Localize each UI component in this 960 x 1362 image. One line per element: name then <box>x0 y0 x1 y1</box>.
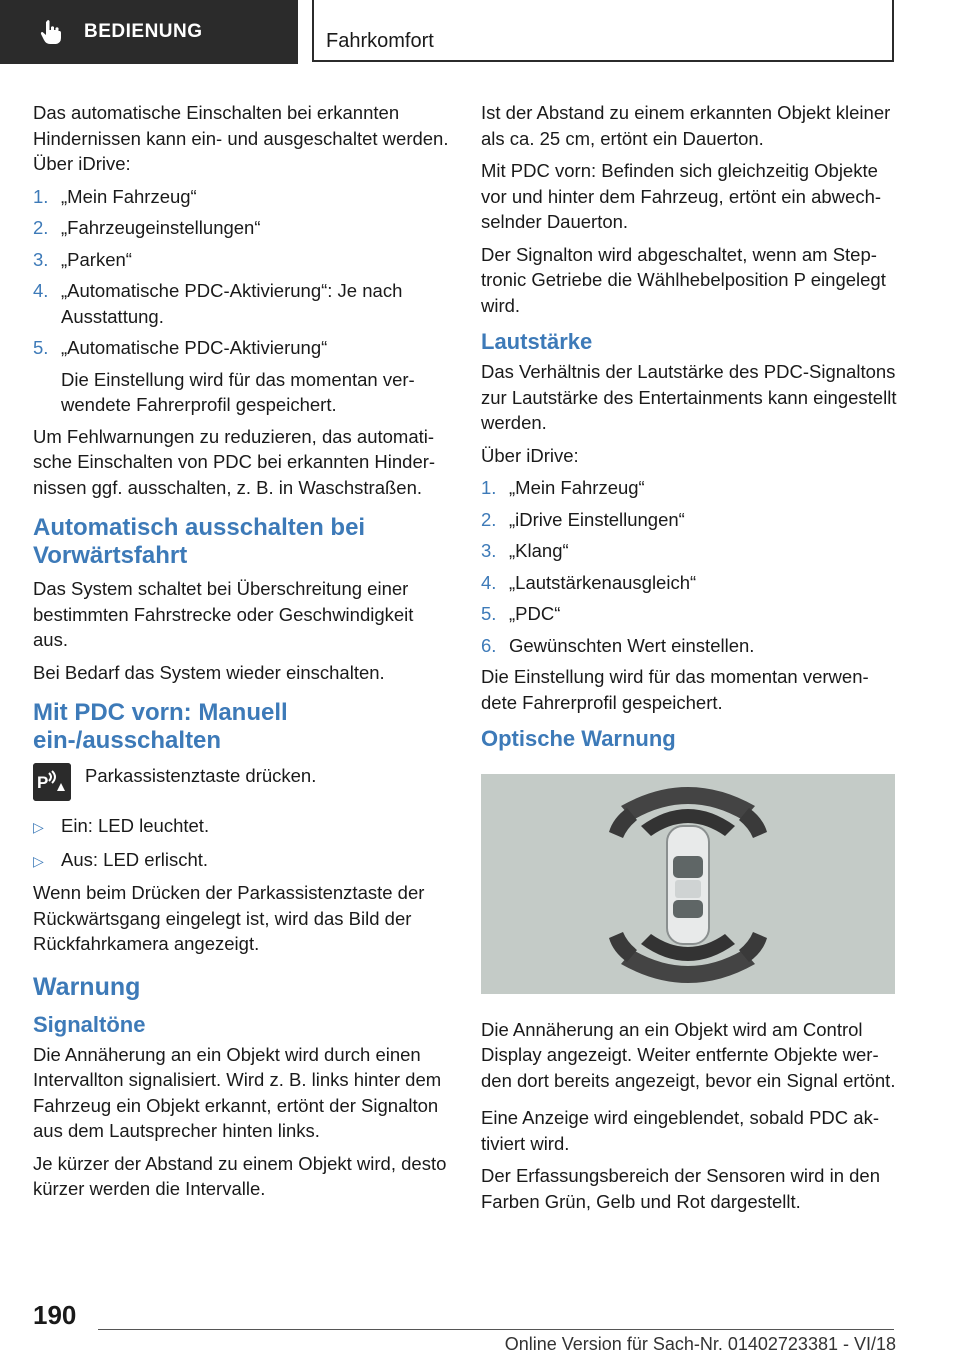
rueckwaerts-paragraph: Wenn beim Drücken der Parkassistenztaste der Rückwärtsgang eingelegt ist, wird das Bild der Rückfahrkamera angezeigt. <box>33 882 425 954</box>
chapter-tab <box>0 0 298 64</box>
step-number: 3. <box>33 248 49 270</box>
list-item <box>481 538 897 564</box>
footer-divider <box>98 1329 894 1330</box>
list-item <box>481 570 897 596</box>
chapter-label: BEDIENUNG <box>84 21 203 42</box>
svg-text:P: P <box>37 773 49 792</box>
list-item <box>33 813 449 841</box>
step-text: „Mein Fahrzeug“ <box>509 477 645 498</box>
section-title: Fahrkomfort <box>326 30 434 52</box>
heading-manuell: Mit PDC vorn: Manuell ein-/ausschalten <box>33 699 288 754</box>
step-number: 2. <box>33 217 49 238</box>
step-text: „Automatische PDC-Aktivierung“: Je nach Ausstattung. <box>61 280 403 327</box>
bullet-triangle-icon: ▷ <box>33 819 44 835</box>
heading-lautstaerke: Lautstärke <box>481 329 593 354</box>
list-item <box>481 507 897 533</box>
step-number: 2. <box>481 508 497 530</box>
list-item <box>33 184 449 210</box>
profil-paragraph: Die Einstellung wird für das momentan verwendete Fahrerprofil gespeichert. <box>481 666 869 713</box>
heading-auto-ausschalten: Automatisch ausschalten bei Vorwärtsfahrt <box>33 514 366 569</box>
park-assist-button-icon <box>33 763 71 801</box>
list-item <box>33 215 449 241</box>
step-number: 3. <box>481 540 497 561</box>
idrive-steps-right <box>481 475 897 658</box>
step-number: 6. <box>481 634 497 656</box>
idrive-paragraph: Über iDrive: <box>481 444 579 466</box>
auto-aus-paragraph-1: Das System schaltet bei Überschreitung einer bestimmten Fahrstrecke oder Geschwindigkeit aus. <box>33 578 414 650</box>
step-5-note: Die Einstellung wird für das momentan verwendete Fahrerprofil gespeichert. <box>61 368 415 415</box>
step-number: 5. <box>481 603 497 624</box>
list-item <box>33 847 449 875</box>
step-5-label: „Automatische PDC-Aktivierung“ <box>61 337 328 358</box>
list-item <box>481 601 897 627</box>
step-number: 5. <box>33 337 49 358</box>
lautstaerke-paragraph: Das Verhältnis der Lautstärke des PDC-Signaltons zur Lautstärke des Entertainments kann eingestellt werden. <box>481 361 897 433</box>
step-text: „PDC“ <box>509 603 561 624</box>
bullet-text: Aus: LED erlischt. <box>61 848 209 870</box>
left-column <box>33 100 449 1209</box>
intro-paragraph: Das automatische Einschalten bei erkannten Hindernissen kann ein- und ausgeschaltet werden. Über iDrive: <box>33 102 449 174</box>
annaeherung-paragraph: Die Annäherung an ein Objekt wird am Control Display angezeigt. Weiter entfernte Objekte werden dort bereits angezeigt, bevor ein Signal ertönt. <box>481 1018 896 1091</box>
fehlwarnung-paragraph: Um Fehlwarnungen zu reduzieren, das automatische Einschalten von PDC bei erkannten Hindernissen ggf. ausschalten, z. B. in Waschstraßen. <box>33 425 436 498</box>
auto-aus-paragraph-2: Bei Bedarf das System wieder einschalten. <box>33 661 385 683</box>
farben-paragraph: Der Erfassungsbereich der Sensoren wird in den Farben Grün, Gelb und Rot dargestellt. <box>481 1165 880 1212</box>
section-header <box>312 0 894 62</box>
step-text: „Klang“ <box>509 540 569 561</box>
anzeige-paragraph: Eine Anzeige wird eingeblendet, sobald PDC aktiviert wird. <box>481 1107 880 1154</box>
step-number: 4. <box>481 571 497 593</box>
heading-warnung: Warnung <box>33 972 141 1001</box>
step-text <box>61 335 449 418</box>
step-text: „Lautstärkenausgleich“ <box>509 571 697 593</box>
bullet-triangle-icon: ▷ <box>33 852 44 869</box>
right-column <box>481 100 897 1221</box>
step-number: 1. <box>481 477 497 498</box>
abgeschaltet-paragraph: Der Signalton wird abgeschaltet, wenn am Steptronic Getriebe die Wählhebelposition P eingelegt wird. <box>481 243 886 316</box>
step-number: 1. <box>33 185 49 207</box>
led-status-list <box>33 813 449 874</box>
button-instruction-text: Parkassistenztaste drücken. <box>85 765 317 786</box>
list-item <box>33 278 449 329</box>
signal-paragraph-2: Je kürzer der Abstand zu einem Objekt wird, desto kürzer werden die Intervalle. <box>33 1152 447 1199</box>
step-text: Gewünschten Wert einstellen. <box>509 634 755 656</box>
dauerton-paragraph: Ist der Abstand zu einem erkannten Objekt kleiner als ca. 25 cm, ertönt ein Dauerton. <box>481 102 891 149</box>
step-text: „iDrive Einstellungen“ <box>509 508 685 530</box>
list-item <box>481 475 897 501</box>
step-text: „Fahrzeugeinstellungen“ <box>61 217 261 238</box>
button-instruction <box>33 763 449 801</box>
heading-signaltoene: Signaltöne <box>33 1011 146 1037</box>
signal-paragraph-1: Die Annäherung an ein Objekt wird durch einen Intervallton signalisiert. Wird z. B. links hinter dem Fahrzeug ein Objekt erkannt, ertönt der Signalton aus dem Lautsprecher hinten links. <box>33 1043 442 1141</box>
page-number: 190 <box>33 1300 77 1330</box>
hand-pointer-icon <box>40 19 62 45</box>
list-item <box>481 633 897 659</box>
online-version-text: Online Version für Sach-Nr. 01402723381 - VI/18 <box>504 1334 896 1354</box>
pdc-display-illustration <box>481 774 895 994</box>
step-text: „Parken“ <box>61 248 132 270</box>
list-item <box>33 335 449 418</box>
idrive-steps-left <box>33 184 449 418</box>
bullet-text: Ein: LED leuchtet. <box>61 815 210 836</box>
heading-optische-warnung: Optische Warnung <box>481 726 676 751</box>
step-number: 4. <box>33 280 49 301</box>
step-text: „Mein Fahrzeug“ <box>61 185 197 207</box>
pdc-vorn-paragraph: Mit PDC vorn: Befinden sich gleichzeitig Objekte vor und hinter dem Fahrzeug, ertönt ein abwechselnder Dauerton. <box>481 160 882 232</box>
list-item <box>33 247 449 273</box>
